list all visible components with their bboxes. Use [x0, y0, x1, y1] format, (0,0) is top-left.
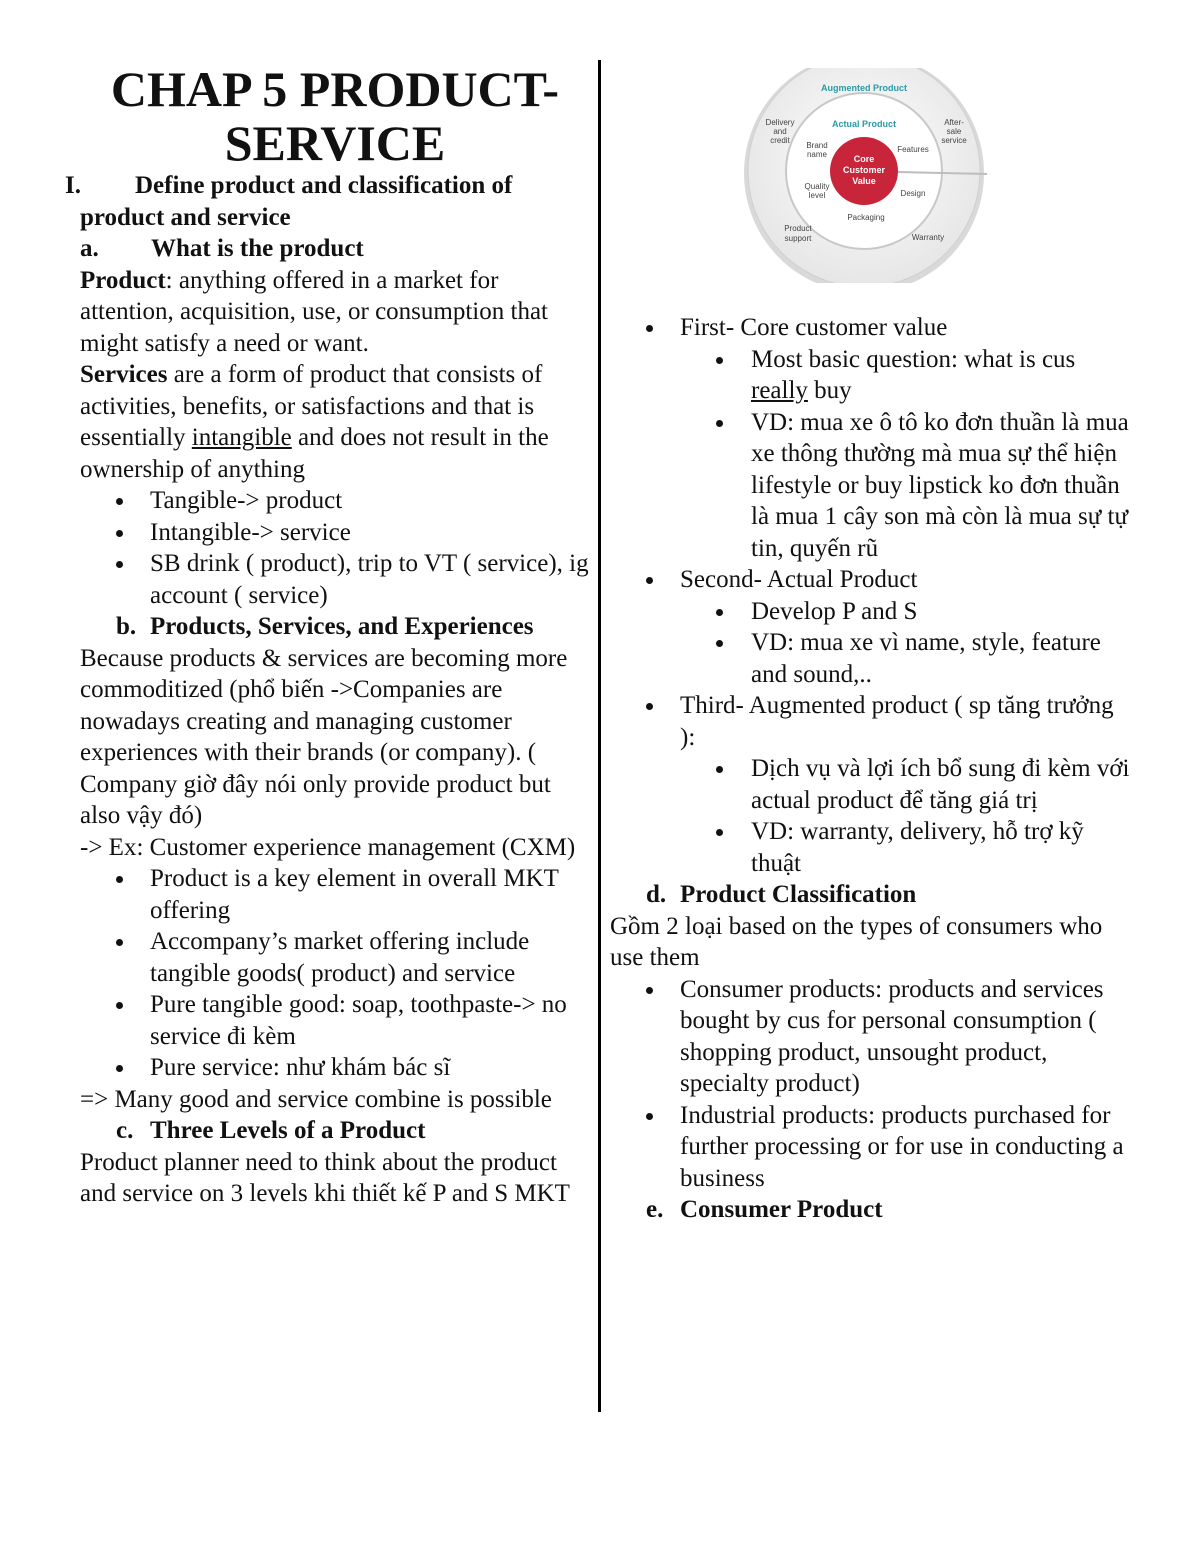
subsection-d-paragraph: Gồm 2 loại based on the types of consumers who use them: [610, 912, 1103, 971]
right-column: [610, 312, 1130, 1226]
left-column: [65, 61, 595, 1210]
page-title: CHAP 5 PRODUCT- SERVICE: [110, 61, 560, 171]
middle-item: Features: [897, 145, 929, 154]
list-item: SB drink ( product), trip to VT ( service), ig account ( service): [80, 548, 595, 611]
core-label-1: Core: [853, 154, 875, 164]
list-item: Intangible-> service: [80, 517, 595, 549]
subsection-d-bullets: [610, 974, 1130, 1195]
subsection-d-heading: d. Product Classification: [646, 881, 917, 908]
levels-list-2: [610, 564, 1130, 596]
outer-item: credit: [770, 136, 790, 145]
list-item: VD: mua xe ô tô ko đơn thuần là mua xe thông thường mà mua sự thể hiện lifestyle or buy lipstick ko đơn thuần là mua 1 cây son mà còn là mua sự tự tin, quyến rũ: [680, 407, 1130, 565]
subsection-b-heading: b. Products, Services, and Experiences: [116, 613, 534, 640]
outer-item: sale: [946, 127, 962, 136]
list-item: Dịch vụ và lợi ích bổ sung đi kèm với actual product để tăng giá trị: [680, 753, 1130, 816]
list-item: Pure service: như khám bác sĩ: [80, 1052, 595, 1084]
product-levels-diagram: [742, 68, 987, 283]
actual-label: Actual Product: [831, 119, 897, 129]
level-first: First- Core customer value: [610, 312, 1130, 344]
level-second-details: [610, 596, 1130, 691]
outer-item: Delivery: [765, 118, 795, 127]
column-divider: [598, 60, 601, 1412]
section-1-heading: I. Define product and classification of product and service: [65, 172, 513, 231]
list-item: VD: mua xe vì name, style, feature and sound,..: [680, 627, 1130, 690]
outer-item: Product: [784, 224, 812, 233]
middle-item: Brand: [806, 141, 828, 150]
list-item: Most basic question: what is cus really buy: [680, 344, 1130, 407]
outer-item: After-: [944, 118, 964, 127]
middle-item: Design: [900, 189, 926, 198]
augmented-label: Augmented Product: [820, 83, 908, 93]
subsection-b-bullets: [80, 863, 595, 1084]
list-item: Pure tangible good: soap, toothpaste-> no service đi kèm: [80, 989, 595, 1052]
subsection-a-heading: a. What is the product: [80, 235, 364, 262]
middle-item: Packaging: [847, 213, 885, 222]
middle-item: name: [806, 150, 828, 159]
level-second: Second- Actual Product: [610, 564, 1130, 596]
level-first-details: [610, 344, 1130, 565]
list-item: Accompany’s market offering include tangible goods( product) and service: [80, 926, 595, 989]
outer-item: and: [773, 127, 787, 136]
product-definition: Product: anything offered in a market for attention, acquisition, use, or consumption that might satisfy a need or want.: [80, 266, 548, 357]
level-third: Third- Augmented product ( sp tăng trưởng ):: [610, 690, 1130, 753]
services-definition: Services are a form of product that consists of activities, benefits, or satisfactions and that is essentially intangible and does not result in the ownership of anything: [80, 361, 549, 483]
subsection-c-paragraph: Product planner need to think about the product and service on 3 levels khi thiết kế P and S MKT: [80, 1148, 570, 1207]
list-item: Industrial products: products purchased for further processing or for use in conducting a business: [610, 1100, 1130, 1195]
subsection-c-heading: c. Three Levels of a Product: [116, 1117, 426, 1144]
levels-list: [610, 312, 1130, 344]
subsection-a-bullets: [80, 485, 595, 611]
subsection-b-conclusion: => Many good and service combine is possible: [80, 1085, 552, 1113]
subsection-b-example: -> Ex: Customer experience management (CXM): [80, 833, 576, 861]
section-1-number: I.: [65, 172, 81, 199]
outer-item: service: [941, 136, 967, 145]
levels-list-3: [610, 690, 1130, 753]
list-item: Develop P and S: [680, 596, 1130, 628]
outer-item: Warranty: [911, 233, 945, 242]
list-item: Tangible-> product: [80, 485, 595, 517]
core-label-3: Value: [852, 176, 876, 186]
list-item: Product is a key element in overall MKT offering: [80, 863, 595, 926]
subsection-e-heading: e. Consumer Product: [646, 1196, 883, 1223]
list-item: VD: warranty, delivery, hỗ trợ kỹ thuật: [680, 816, 1130, 879]
level-third-details: [610, 753, 1130, 879]
middle-item: Quality: [804, 182, 830, 191]
middle-item: level: [808, 191, 826, 200]
core-label-2: Customer: [842, 165, 886, 175]
outer-item: support: [784, 234, 812, 243]
list-item: Consumer products: products and services bought by cus for personal consumption ( shopping product, unsought product, specialty product): [610, 974, 1130, 1100]
subsection-b-paragraph: Because products & services are becoming more commoditized (phổ biến ->Companies are nowadays creating and managing customer experiences with their brands (or company). ( Company giờ đây nói only provide product but also vậy đó): [80, 644, 568, 829]
